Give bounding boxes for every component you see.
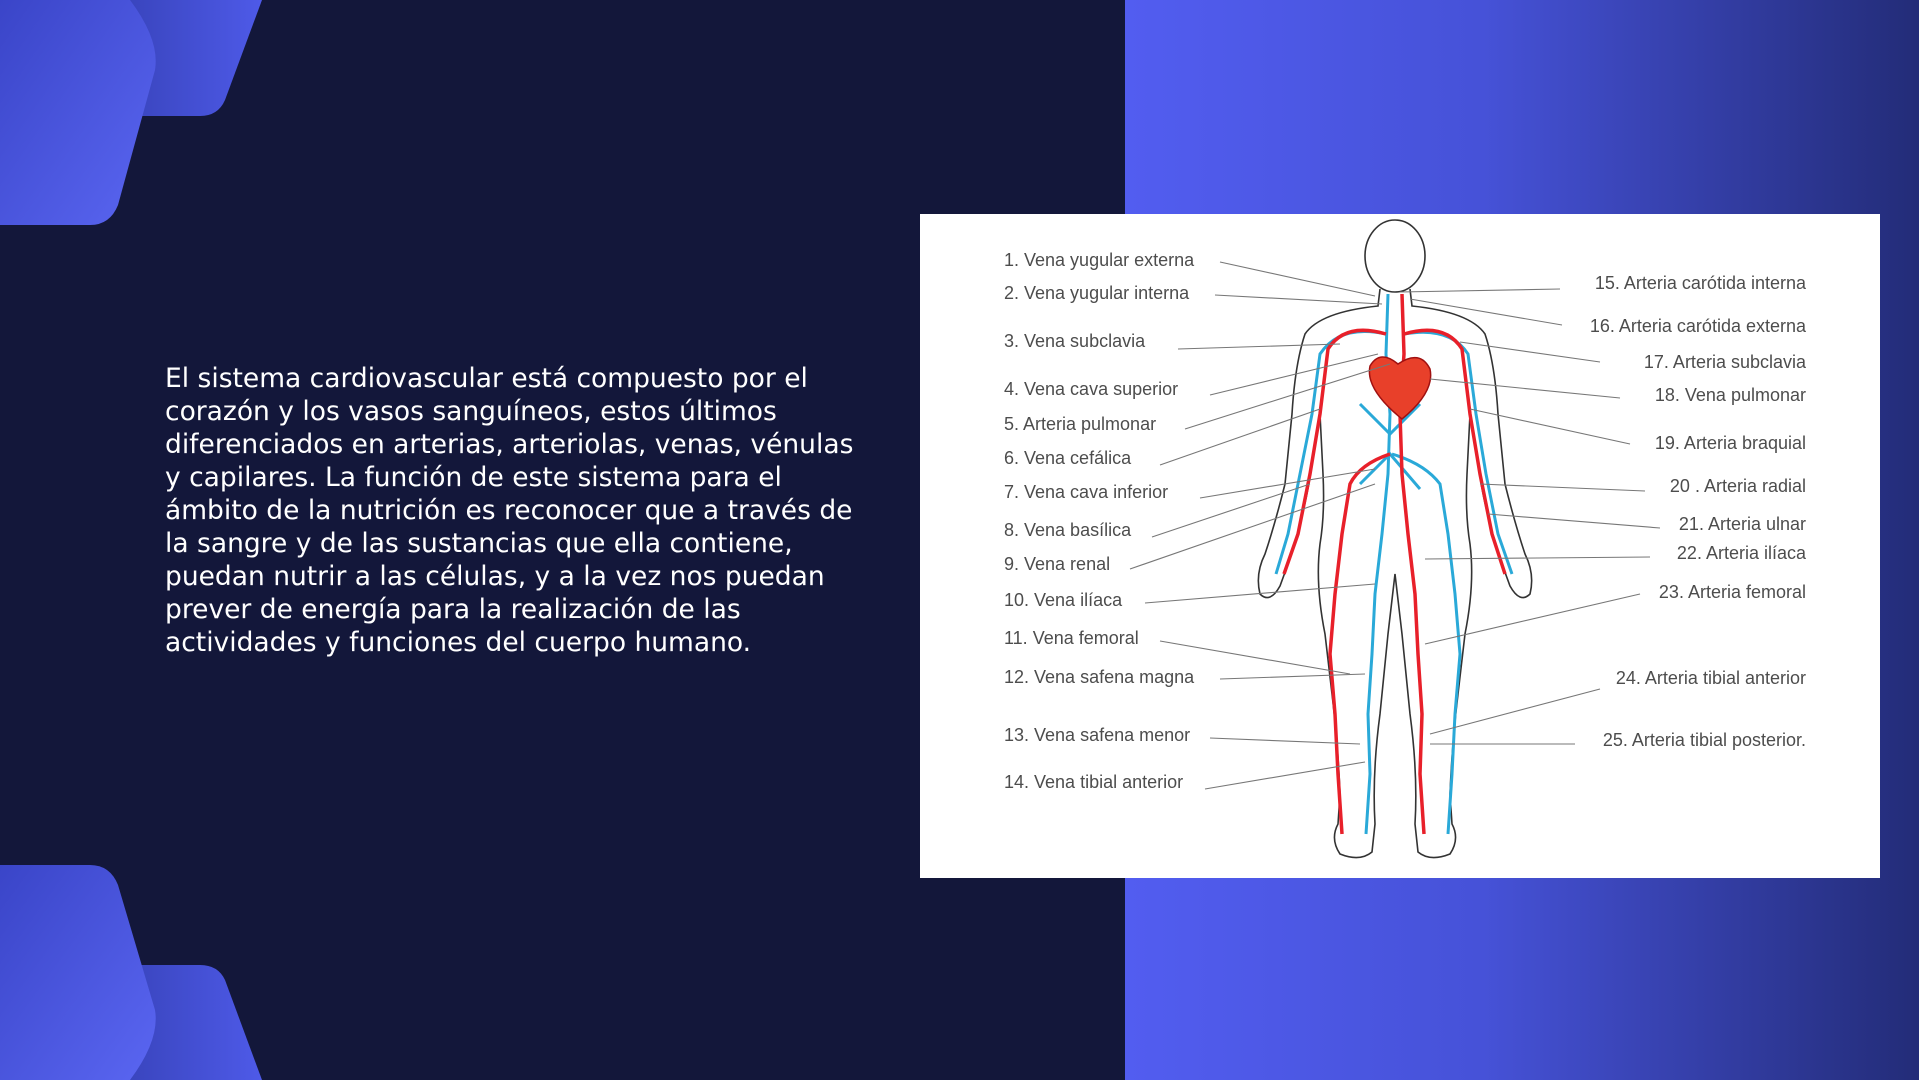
label-18: 18. Vena pulmonar xyxy=(1654,385,1806,405)
label-19: 19. Arteria braquial xyxy=(1654,433,1806,453)
label-3: 3. Vena subclavia xyxy=(1004,331,1146,351)
label-15: 15. Arteria carótida interna xyxy=(1594,273,1806,293)
label-1: 1. Vena yugular externa xyxy=(1004,250,1195,270)
label-21: 21. Arteria ulnar xyxy=(1678,514,1806,534)
heart-shape xyxy=(1369,357,1430,419)
label-12: 12. Vena safena magna xyxy=(1004,667,1195,687)
label-24: 24. Arteria tibial anterior xyxy=(1615,668,1806,688)
leader-lines xyxy=(1130,262,1660,789)
label-14: 14. Vena tibial anterior xyxy=(1004,772,1184,792)
label-7: 7. Vena cava inferior xyxy=(1004,482,1169,502)
label-23: 23. Arteria femoral xyxy=(1658,582,1806,602)
deco-shape-bottom-front xyxy=(0,865,156,1080)
label-9: 9. Vena renal xyxy=(1004,554,1111,574)
label-6: 6. Vena cefálica xyxy=(1004,448,1132,468)
label-16: 16. Arteria carótida externa xyxy=(1589,316,1806,336)
body-paragraph: El sistema cardiovascular está compuesto por el corazón y los vasos sanguíneos, estos últimos diferenciados en arterias, arteriolas, venas, vénulas y capilares. La función de este sistema para el ámbito de la nutrición es reconocer que a través de la sangre y de las sustancias que ella contiene, puedan nutrir a las células, y a la vez nos puedan prever de energía para la realización de las actividades y funciones del cuerpo humano. xyxy=(165,363,854,658)
label-5: 5. Arteria pulmonar xyxy=(1004,414,1157,434)
deco-shape-top-front xyxy=(0,0,156,225)
body-outline xyxy=(1258,220,1531,858)
label-11: 11. Vena femoral xyxy=(1004,628,1139,648)
label-20: 20 . Arteria radial xyxy=(1669,476,1806,496)
label-10: 10. Vena ilíaca xyxy=(1004,590,1123,610)
cardiovascular-diagram xyxy=(920,214,1880,878)
label-13: 13. Vena safena menor xyxy=(1004,725,1191,745)
label-17: 17. Arteria subclavia xyxy=(1643,352,1806,372)
label-4: 4. Vena cava superior xyxy=(1004,379,1179,399)
label-2: 2. Vena yugular interna xyxy=(1004,283,1190,303)
label-25: 25. Arteria tibial posterior. xyxy=(1602,730,1806,750)
label-22: 22. Arteria ilíaca xyxy=(1676,543,1806,563)
label-8: 8. Vena basílica xyxy=(1004,520,1132,540)
